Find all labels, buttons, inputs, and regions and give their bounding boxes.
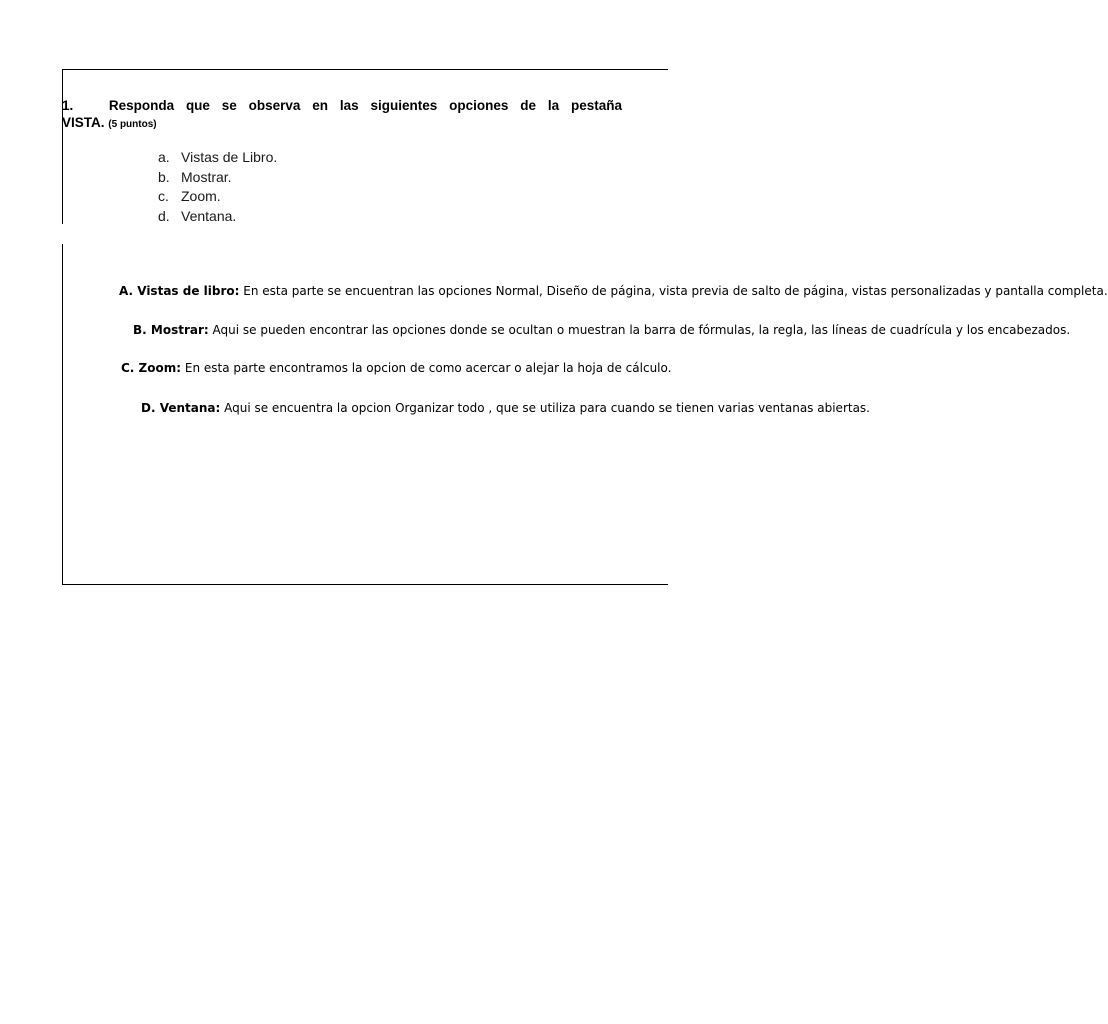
top-border-line: [62, 69, 668, 70]
answers-area: [62, 270, 1108, 430]
option-letter: d.: [158, 207, 170, 224]
list-item: [158, 187, 277, 207]
options-list: [158, 148, 277, 226]
question-number: 1.: [62, 98, 74, 113]
question-block: [62, 98, 622, 130]
list-item: [158, 168, 277, 188]
list-item: [158, 207, 277, 227]
answer-mostrar: [133, 322, 1070, 338]
answer-term: B. Mostrar:: [133, 323, 209, 337]
answer-text: En esta parte encontramos la opcion de como acercar o alejar la hoja de cálculo.: [181, 361, 672, 375]
answer-zoom: [121, 360, 671, 376]
answer-ventana: [141, 400, 870, 416]
answer-term: C. Zoom:: [121, 361, 182, 375]
question-points: (5 puntos): [108, 119, 157, 130]
option-letter: a.: [158, 149, 170, 165]
option-label: Ventana.: [181, 207, 237, 224]
question-line-1: [62, 97, 622, 114]
option-label: Mostrar.: [181, 168, 232, 185]
question-text: [62, 97, 622, 133]
answer-vistas-de-libro: [119, 283, 1108, 299]
option-label: Vistas de Libro.: [181, 149, 278, 165]
answer-term: A. Vistas de libro:: [119, 284, 240, 298]
answer-term: D. Ventana:: [141, 401, 221, 415]
answer-text: En esta parte se encuentran las opciones Normal, Diseño de página, vista previa de salto de página, vistas personalizadas y pantalla completa.: [239, 284, 1108, 298]
option-letter: b.: [158, 168, 170, 185]
frame-gap: [60, 224, 66, 244]
option-label: Zoom.: [181, 188, 221, 204]
list-item: [158, 148, 277, 168]
question-tab-name: VISTA.: [62, 115, 105, 130]
option-letter: c.: [158, 188, 169, 204]
question-prompt: Responda que se observa en las siguientes opciones de la pestaña: [108, 98, 622, 113]
answer-text: Aqui se pueden encontrar las opciones donde se ocultan o muestran la barra de fórmulas, la regla, las líneas de cuadrícula y los encabezados.: [208, 323, 1071, 337]
answer-text: Aqui se encuentra la opcion Organizar todo , que se utiliza para cuando se tienen varias ventanas abiertas.: [220, 401, 870, 415]
question-line-2: [62, 115, 157, 130]
